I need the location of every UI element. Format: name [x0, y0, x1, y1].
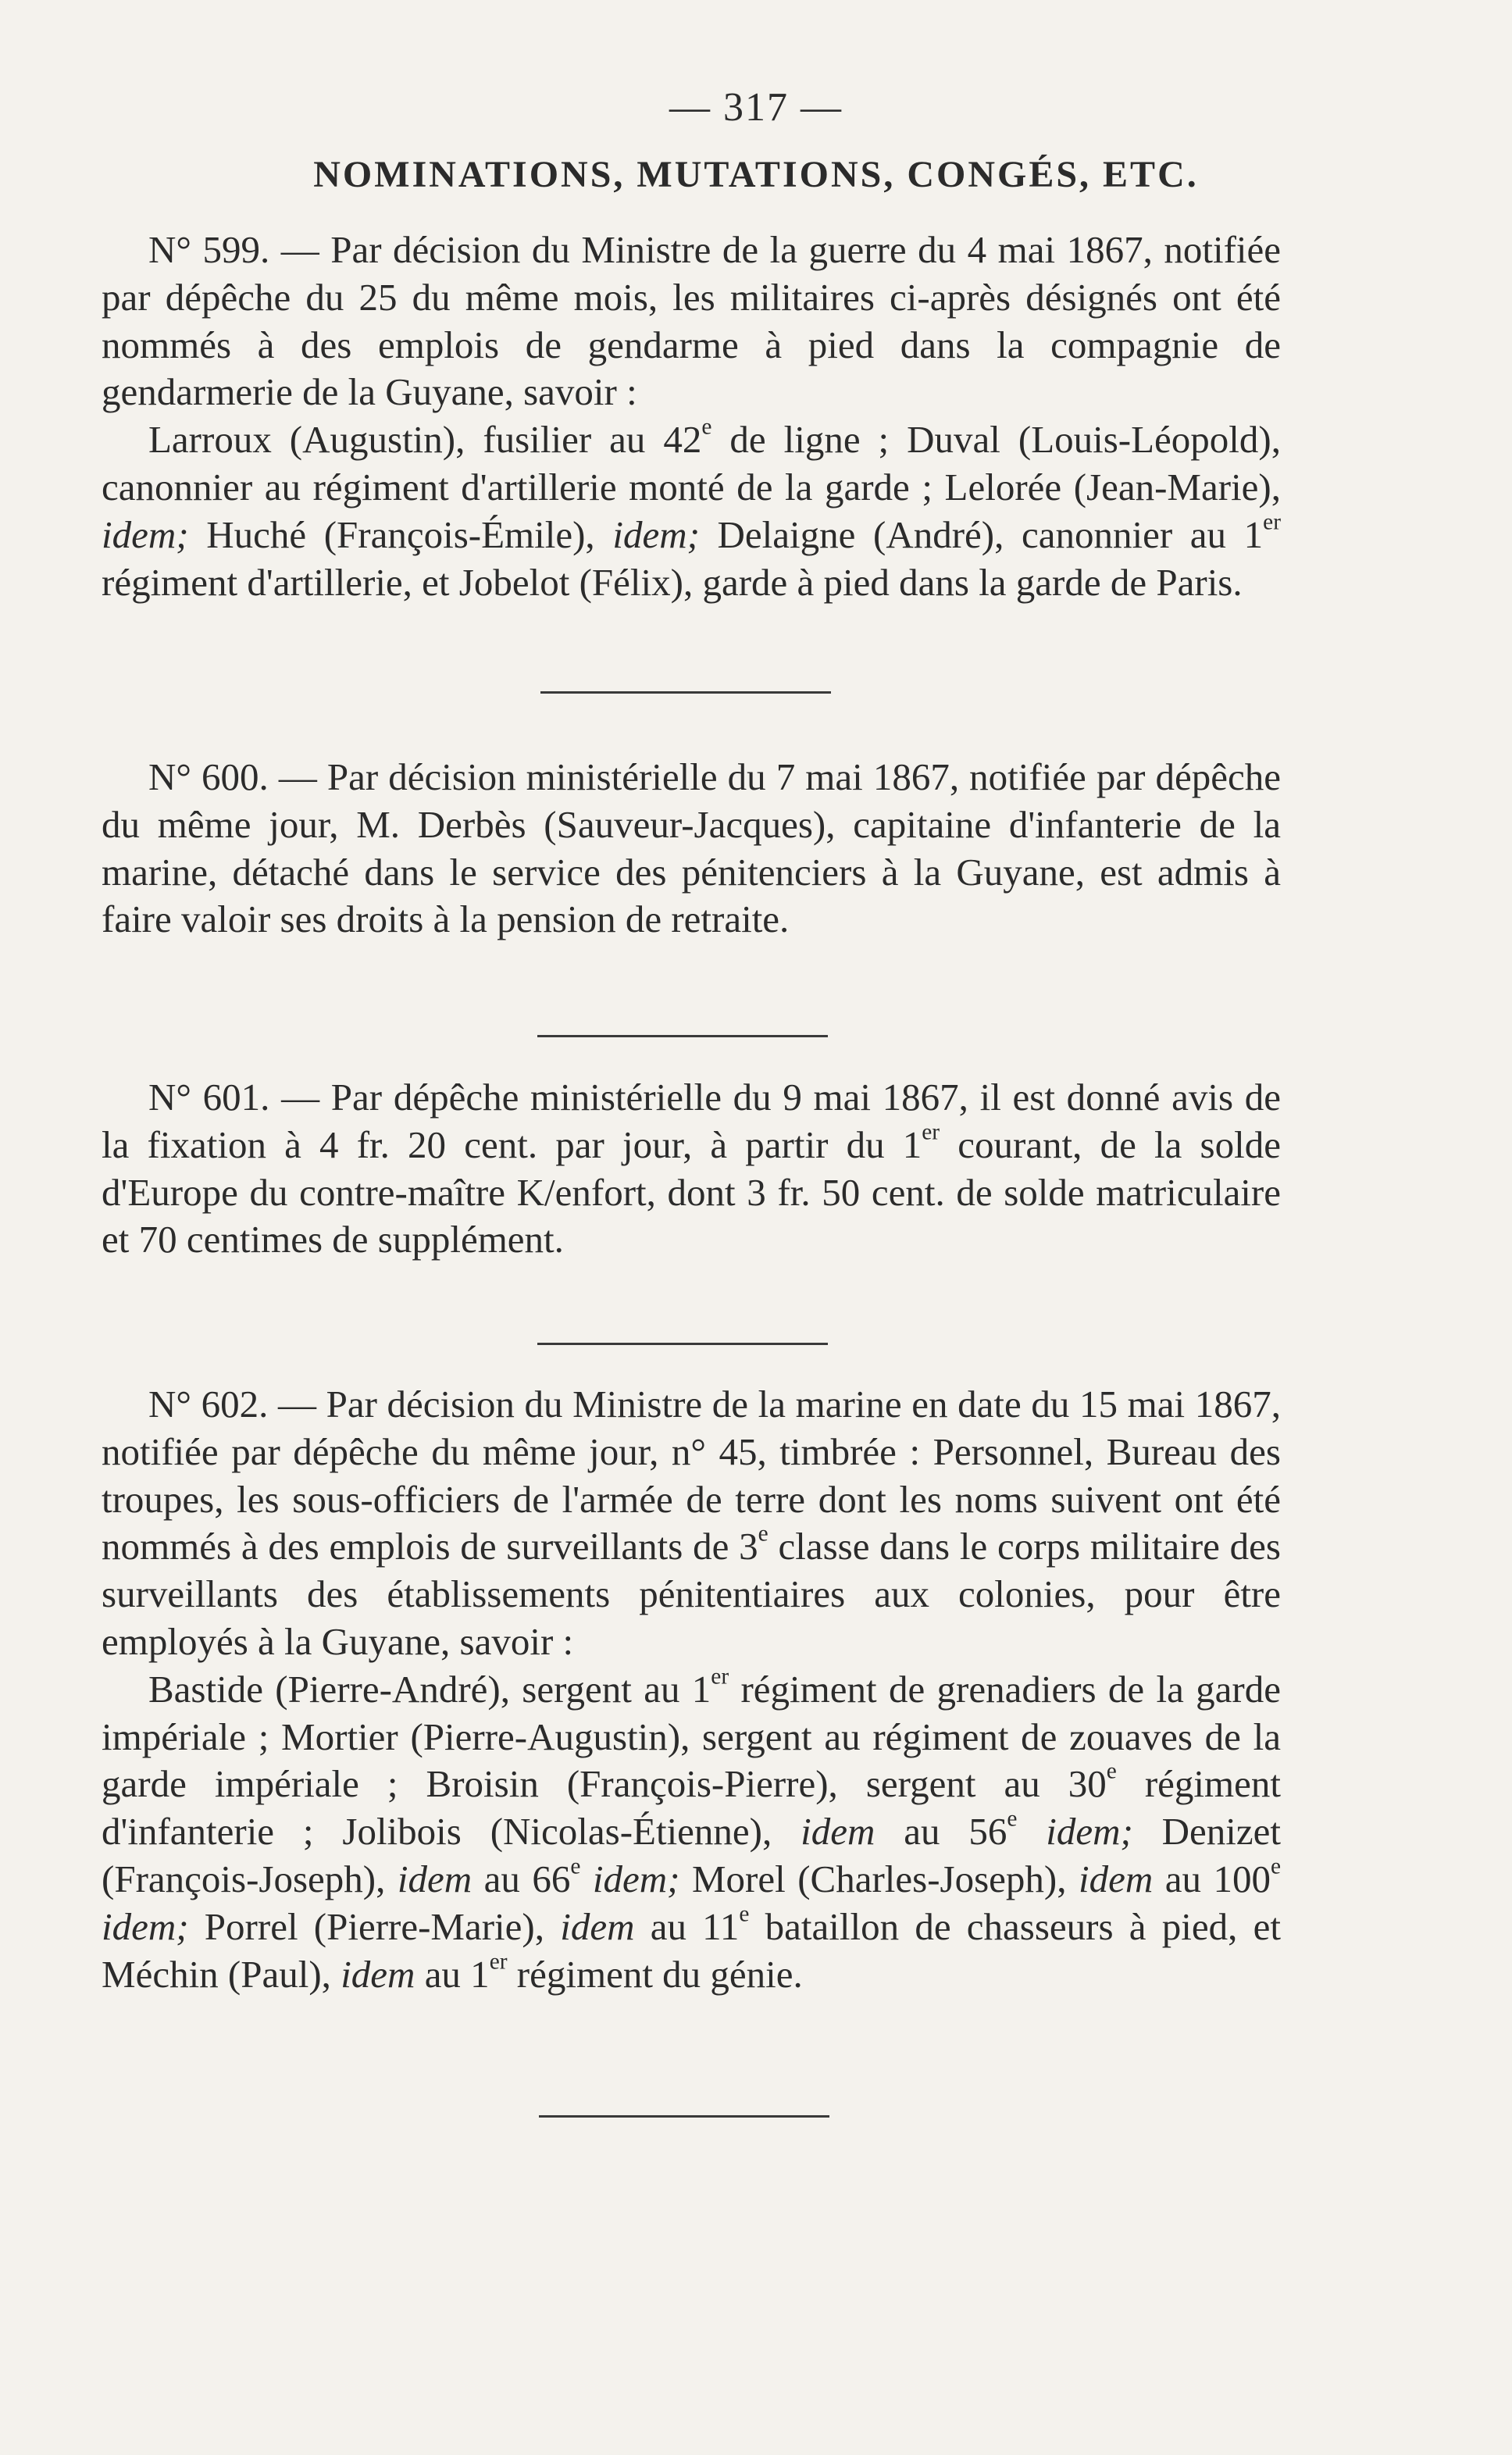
ordinal-suffix: er: [1263, 509, 1282, 535]
italic-idem: idem;: [612, 512, 700, 556]
italic-idem: idem: [560, 1904, 635, 1948]
text-run: Morel (Charles-Joseph),: [679, 1857, 1079, 1900]
italic-idem: idem: [1078, 1857, 1154, 1900]
text-run: au 56: [875, 1810, 1007, 1854]
text-run: [1017, 1810, 1046, 1853]
ordinal-suffix: e: [739, 1901, 750, 1927]
page-number: — 317 —: [669, 85, 843, 130]
italic-idem: idem;: [102, 512, 189, 556]
text-run: classe dans le corps militaire des surveillants des établissements pénitentiaires aux colonies, pour être employés à la Guyane, savoir :: [102, 1525, 1281, 1663]
text-run: Bastide (Pierre-André), sergent au 1: [148, 1667, 711, 1711]
entry-599-list: [102, 416, 1281, 606]
ordinal-suffix: e: [1270, 1854, 1282, 1879]
text-run: au 100: [1153, 1857, 1271, 1900]
text-run: Porrel (Pierre-Marie),: [188, 1904, 561, 1948]
text-run: N° 602. — Par décision du Ministre de la marine en date du 15 mai 1867, notifiée par dépêche du même jour, n° 45, timbrée : Personnel, Bureau des troupes, les sous-officiers de l'armée de terre dont les noms suivent ont été nommés à des emplois de surveillants de 3: [102, 1383, 1281, 1568]
text-run: bataillon de chasseurs à pied, et Méchin (Paul),: [102, 1904, 1281, 1996]
ordinal-suffix: er: [922, 1119, 940, 1145]
italic-idem: idem;: [102, 1904, 189, 1948]
entry-600: [102, 754, 1281, 944]
text-run: Denizet (François-Joseph),: [102, 1810, 1282, 1900]
italic-idem: idem: [801, 1810, 875, 1854]
italic-idem: idem: [341, 1952, 415, 1996]
entry-601-text: [102, 1074, 1281, 1264]
text-run: au 1: [415, 1952, 490, 1996]
ordinal-suffix: er: [489, 1949, 508, 1975]
text-run: Larroux (Augustin), fusilier au 42: [148, 418, 702, 462]
section-heading: NOMINATIONS, MUTATIONS, CONGÉS, ETC.: [313, 154, 1199, 195]
text-run: régiment de grenadiers de la garde impériale ; Mortier (Pierre-Augustin), sergent au régiment de zouaves de la garde impériale ; Broisin (François-Pierre), sergent au 30: [102, 1667, 1281, 1806]
entry-601: [102, 1074, 1281, 1264]
italic-idem: idem;: [1046, 1810, 1133, 1854]
entry-600-text: N° 600. — Par décision ministérielle du 7 mai 1867, notifiée par dépêche du même jour, M. Derbès (Sauveur-Jacques), capitaine d'infanterie de la marine, détaché dans le service des pénitenciers à la Guyane, est admis à faire valoir ses droits à la pension de retraite.: [102, 755, 1281, 941]
text-run: au 11: [634, 1904, 740, 1948]
separator-rule: [540, 691, 831, 694]
separator-rule: [537, 1035, 828, 1037]
text-run: Huché (François-Émile),: [188, 512, 613, 556]
ordinal-suffix: e: [570, 1854, 581, 1879]
text-run: régiment d'infanterie ; Jolibois (Nicolas-Étienne),: [102, 1762, 1281, 1854]
ordinal-suffix: e: [701, 414, 712, 440]
text-run: régiment d'artillerie, et Jobelot (Félix), garde à pied dans la garde de Paris.: [102, 560, 1243, 604]
italic-idem: idem;: [592, 1857, 680, 1900]
entry-602: [102, 1381, 1281, 1998]
text-run: N° 601. — Par dépêche ministérielle du 9 mai 1867, il est donné avis de la fixation à 4 fr. 20 cent. par jour, à partir du 1: [102, 1076, 1281, 1166]
italic-idem: idem: [397, 1857, 472, 1900]
entry-599-lead: N° 599. — Par décision du Ministre de la guerre du 4 mai 1867, notifiée par dépêche du 25 du même mois, les militaires ci-après désignés ont été nommés à des emplois de gendarme à pied dans la compagnie de gendarmerie de la Guyane, savoir :: [102, 228, 1281, 414]
text-run: Delaigne (André), canonnier au 1: [699, 512, 1264, 556]
text-run: au 66: [472, 1857, 571, 1900]
text-run: courant, de la solde d'Europe du contre-maître K/enfort, dont 3 fr. 50 cent. de solde matriculaire et 70 centimes de supplément.: [102, 1122, 1281, 1261]
separator-rule: [539, 2115, 829, 2118]
ordinal-suffix: e: [758, 1521, 768, 1547]
entry-602-lead: [102, 1381, 1281, 1666]
ordinal-suffix: e: [1007, 1806, 1018, 1832]
text-run: de ligne ; Duval (Louis-Léopold), canonnier au régiment d'artillerie monté de la garde ; Lelorée (Jean-Marie),: [102, 418, 1281, 508]
entry-599: [102, 227, 1281, 606]
separator-rule: [537, 1343, 828, 1345]
entry-602-list: [102, 1666, 1281, 1999]
ordinal-suffix: e: [1106, 1758, 1117, 1784]
text-run: régiment du génie.: [507, 1952, 803, 1996]
ordinal-suffix: er: [711, 1664, 729, 1690]
text-run: [580, 1857, 593, 1900]
